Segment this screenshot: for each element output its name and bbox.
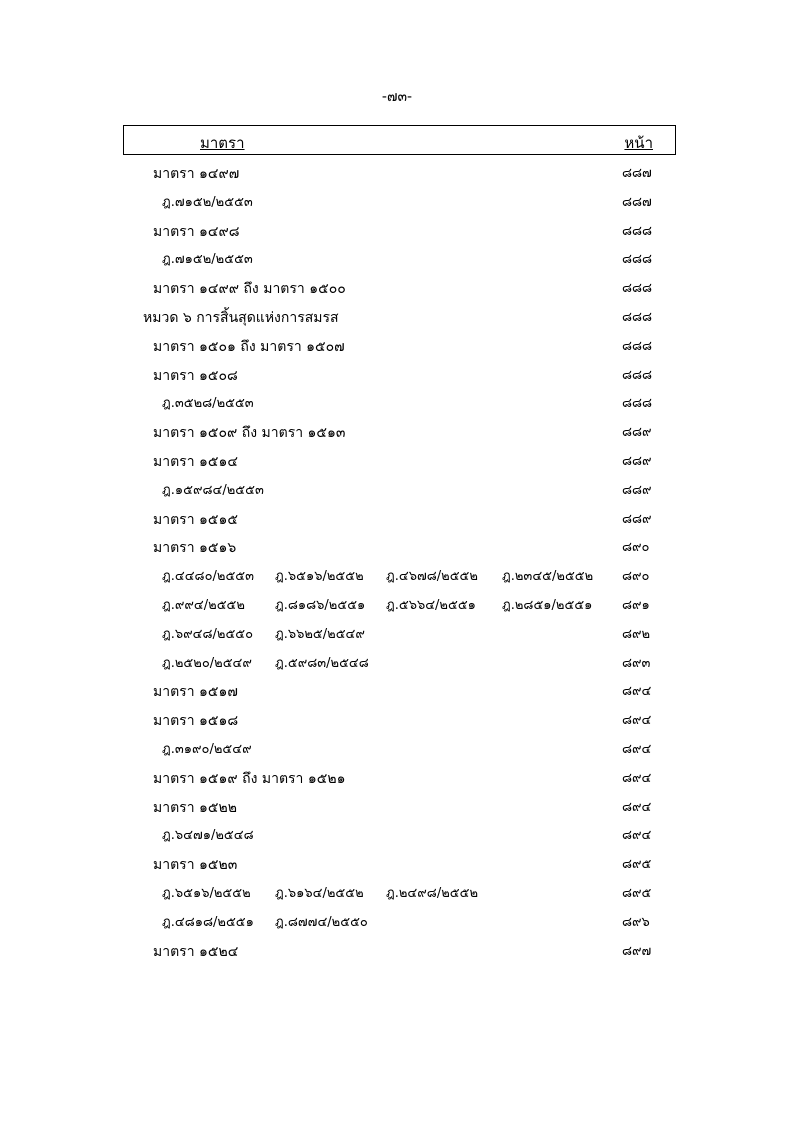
index-row (0, 909, 794, 938)
page-ref: ๘๘๘ (622, 309, 653, 325)
index-row (0, 477, 794, 506)
page-ref: ๘๘๘ (622, 367, 653, 383)
case-reference: ฎ.๖๕๑๖/๒๕๕๒ (162, 885, 251, 901)
index-row (0, 880, 794, 909)
page-ref: ๘๙๕ (622, 885, 652, 901)
case-reference: ฎ.๗๑๕๒/๒๕๕๓ (162, 252, 253, 268)
page-ref: ๘๙๓ (622, 655, 651, 671)
page-ref: ๘๘๙ (622, 511, 652, 527)
page-ref: ๘๙๔ (622, 828, 652, 844)
page-ref: ๘๙๔ (622, 770, 652, 786)
section-label: มาตรา ๑๕๑๕ (153, 511, 238, 528)
page-ref: ๘๙๔ (622, 684, 652, 700)
page-ref: ๘๘๘ (622, 338, 653, 354)
page-ref: ๘๙๒ (622, 626, 651, 642)
case-reference: ฎ.๒๓๔๕/๒๕๕๒ (502, 569, 594, 585)
section-label: มาตรา ๑๕๐๘ (153, 367, 238, 384)
case-reference: ฎ.๖๑๖๔/๒๕๕๒ (275, 885, 364, 901)
page-ref: ๘๙๕ (622, 857, 652, 873)
index-row (0, 246, 794, 275)
page-ref: ๘๘๙ (622, 482, 652, 498)
index-row (0, 678, 794, 707)
page-ref: ๘๙๐ (622, 569, 650, 585)
section-label: มาตรา ๑๔๙๘ (153, 223, 240, 240)
case-reference: ฎ.๒๕๒๐/๒๕๔๙ (162, 655, 252, 671)
index-row (0, 938, 794, 967)
index-row (0, 592, 794, 621)
index-row (0, 160, 794, 189)
index-row (0, 390, 794, 419)
index-row (0, 275, 794, 304)
case-reference: ฎ.๘๗๗๔/๒๕๕๐ (275, 914, 368, 930)
page-ref: ๘๘๘ (622, 396, 653, 412)
case-reference: ฎ.๖๖๒๕/๒๕๔๙ (275, 626, 365, 642)
section-label: มาตรา ๑๕๐๑ ถึง มาตรา ๑๕๐๗ (153, 338, 345, 355)
page-ref: ๘๙๖ (622, 914, 650, 930)
page-ref: ๘๙๑ (622, 597, 650, 613)
section-label: มาตรา ๑๕๑๗ (153, 684, 238, 701)
case-reference: ฎ.๓๕๒๘/๒๕๕๓ (162, 396, 254, 412)
index-row (0, 563, 794, 592)
header-page-label: หน้า (624, 134, 653, 152)
case-reference: ฎ.๖๕๑๖/๒๕๕๒ (275, 569, 364, 585)
case-reference: ฎ.๔๖๗๘/๒๕๕๒ (386, 569, 478, 585)
case-reference: ฎ.๖๔๗๑/๒๕๔๘ (162, 828, 254, 844)
section-label: มาตรา ๑๔๙๗ (153, 166, 240, 182)
case-reference: ฎ.๒๘๕๑/๒๕๕๑ (502, 597, 593, 613)
section-label: มาตรา ๑๕๒๓ (153, 857, 238, 874)
index-row (0, 534, 794, 563)
case-reference: ฎ.๙๙๔/๒๕๕๒ (162, 597, 245, 613)
section-label: มาตรา ๑๕๑๘ (153, 713, 239, 730)
section-label: มาตรา ๑๕๐๙ ถึง มาตรา ๑๕๑๓ (153, 425, 346, 442)
page-ref: ๘๙๔ (622, 799, 652, 815)
index-row (0, 650, 794, 679)
page-ref: ๘๘๘ (622, 223, 653, 239)
index-row (0, 851, 794, 880)
page-ref: ๘๘๘ (622, 281, 653, 297)
case-reference: ฎ.๗๑๕๒/๒๕๕๓ (162, 194, 253, 210)
index-row (0, 419, 794, 448)
page-ref: ๘๙๐ (622, 540, 650, 556)
page-ref: ๘๘๗ (622, 194, 652, 210)
index-row (0, 736, 794, 765)
index-row (0, 794, 794, 823)
page-ref: ๘๘๗ (622, 166, 652, 181)
page-ref: ๘๙๗ (622, 943, 652, 959)
case-reference: ฎ.๒๔๙๘/๒๕๕๒ (386, 885, 479, 901)
section-label: มาตรา ๑๕๑๖ (153, 540, 237, 557)
header-section-label: มาตรา (200, 134, 245, 152)
index-row (0, 765, 794, 794)
page-ref: ๘๙๔ (622, 741, 652, 757)
index-row (0, 304, 794, 333)
section-label: มาตรา ๑๕๑๔ (153, 453, 238, 470)
section-label: มาตรา ๑๕๒๒ (153, 799, 237, 816)
case-reference: ฎ.๘๑๘๖/๒๕๕๑ (275, 597, 366, 613)
case-reference: ฎ.๔๔๘๐/๒๕๕๓ (162, 569, 255, 585)
page-ref: ๘๘๙ (622, 425, 652, 441)
case-reference: ฎ.๔๘๑๘/๒๕๕๑ (162, 914, 254, 930)
section-label: มาตรา ๑๕๑๙ ถึง มาตรา ๑๕๒๑ (153, 770, 346, 787)
page-ref: ๘๘๙ (622, 453, 652, 469)
index-row (0, 333, 794, 362)
index-header (123, 125, 676, 155)
index-row (0, 621, 794, 650)
index-row (0, 189, 794, 218)
case-reference: ฎ.๑๕๙๘๔/๒๕๕๓ (162, 482, 264, 498)
page-number: -๗๓- (381, 89, 413, 105)
index-row (0, 218, 794, 247)
index-entries (0, 160, 794, 966)
index-row (0, 506, 794, 535)
case-reference: ฎ.๕๙๘๓/๒๕๔๘ (275, 655, 369, 671)
index-row (0, 822, 794, 851)
section-label: มาตรา ๑๔๙๙ ถึง มาตรา ๑๕๐๐ (153, 281, 346, 298)
index-row (0, 362, 794, 391)
index-row (0, 707, 794, 736)
case-reference: ฎ.๖๙๔๘/๒๕๕๐ (162, 626, 254, 642)
case-reference: ฎ.๕๖๖๔/๒๕๕๑ (386, 597, 476, 613)
case-reference: ฎ.๓๑๙๐/๒๕๔๙ (162, 741, 252, 757)
page-ref: ๘๘๘ (622, 252, 653, 268)
chapter-heading: หมวด ๖ การสิ้นสุดแห่งการสมรส (143, 309, 339, 326)
section-label: มาตรา ๑๕๒๔ (153, 943, 239, 960)
index-row (0, 448, 794, 477)
page-ref: ๘๙๔ (622, 713, 652, 729)
